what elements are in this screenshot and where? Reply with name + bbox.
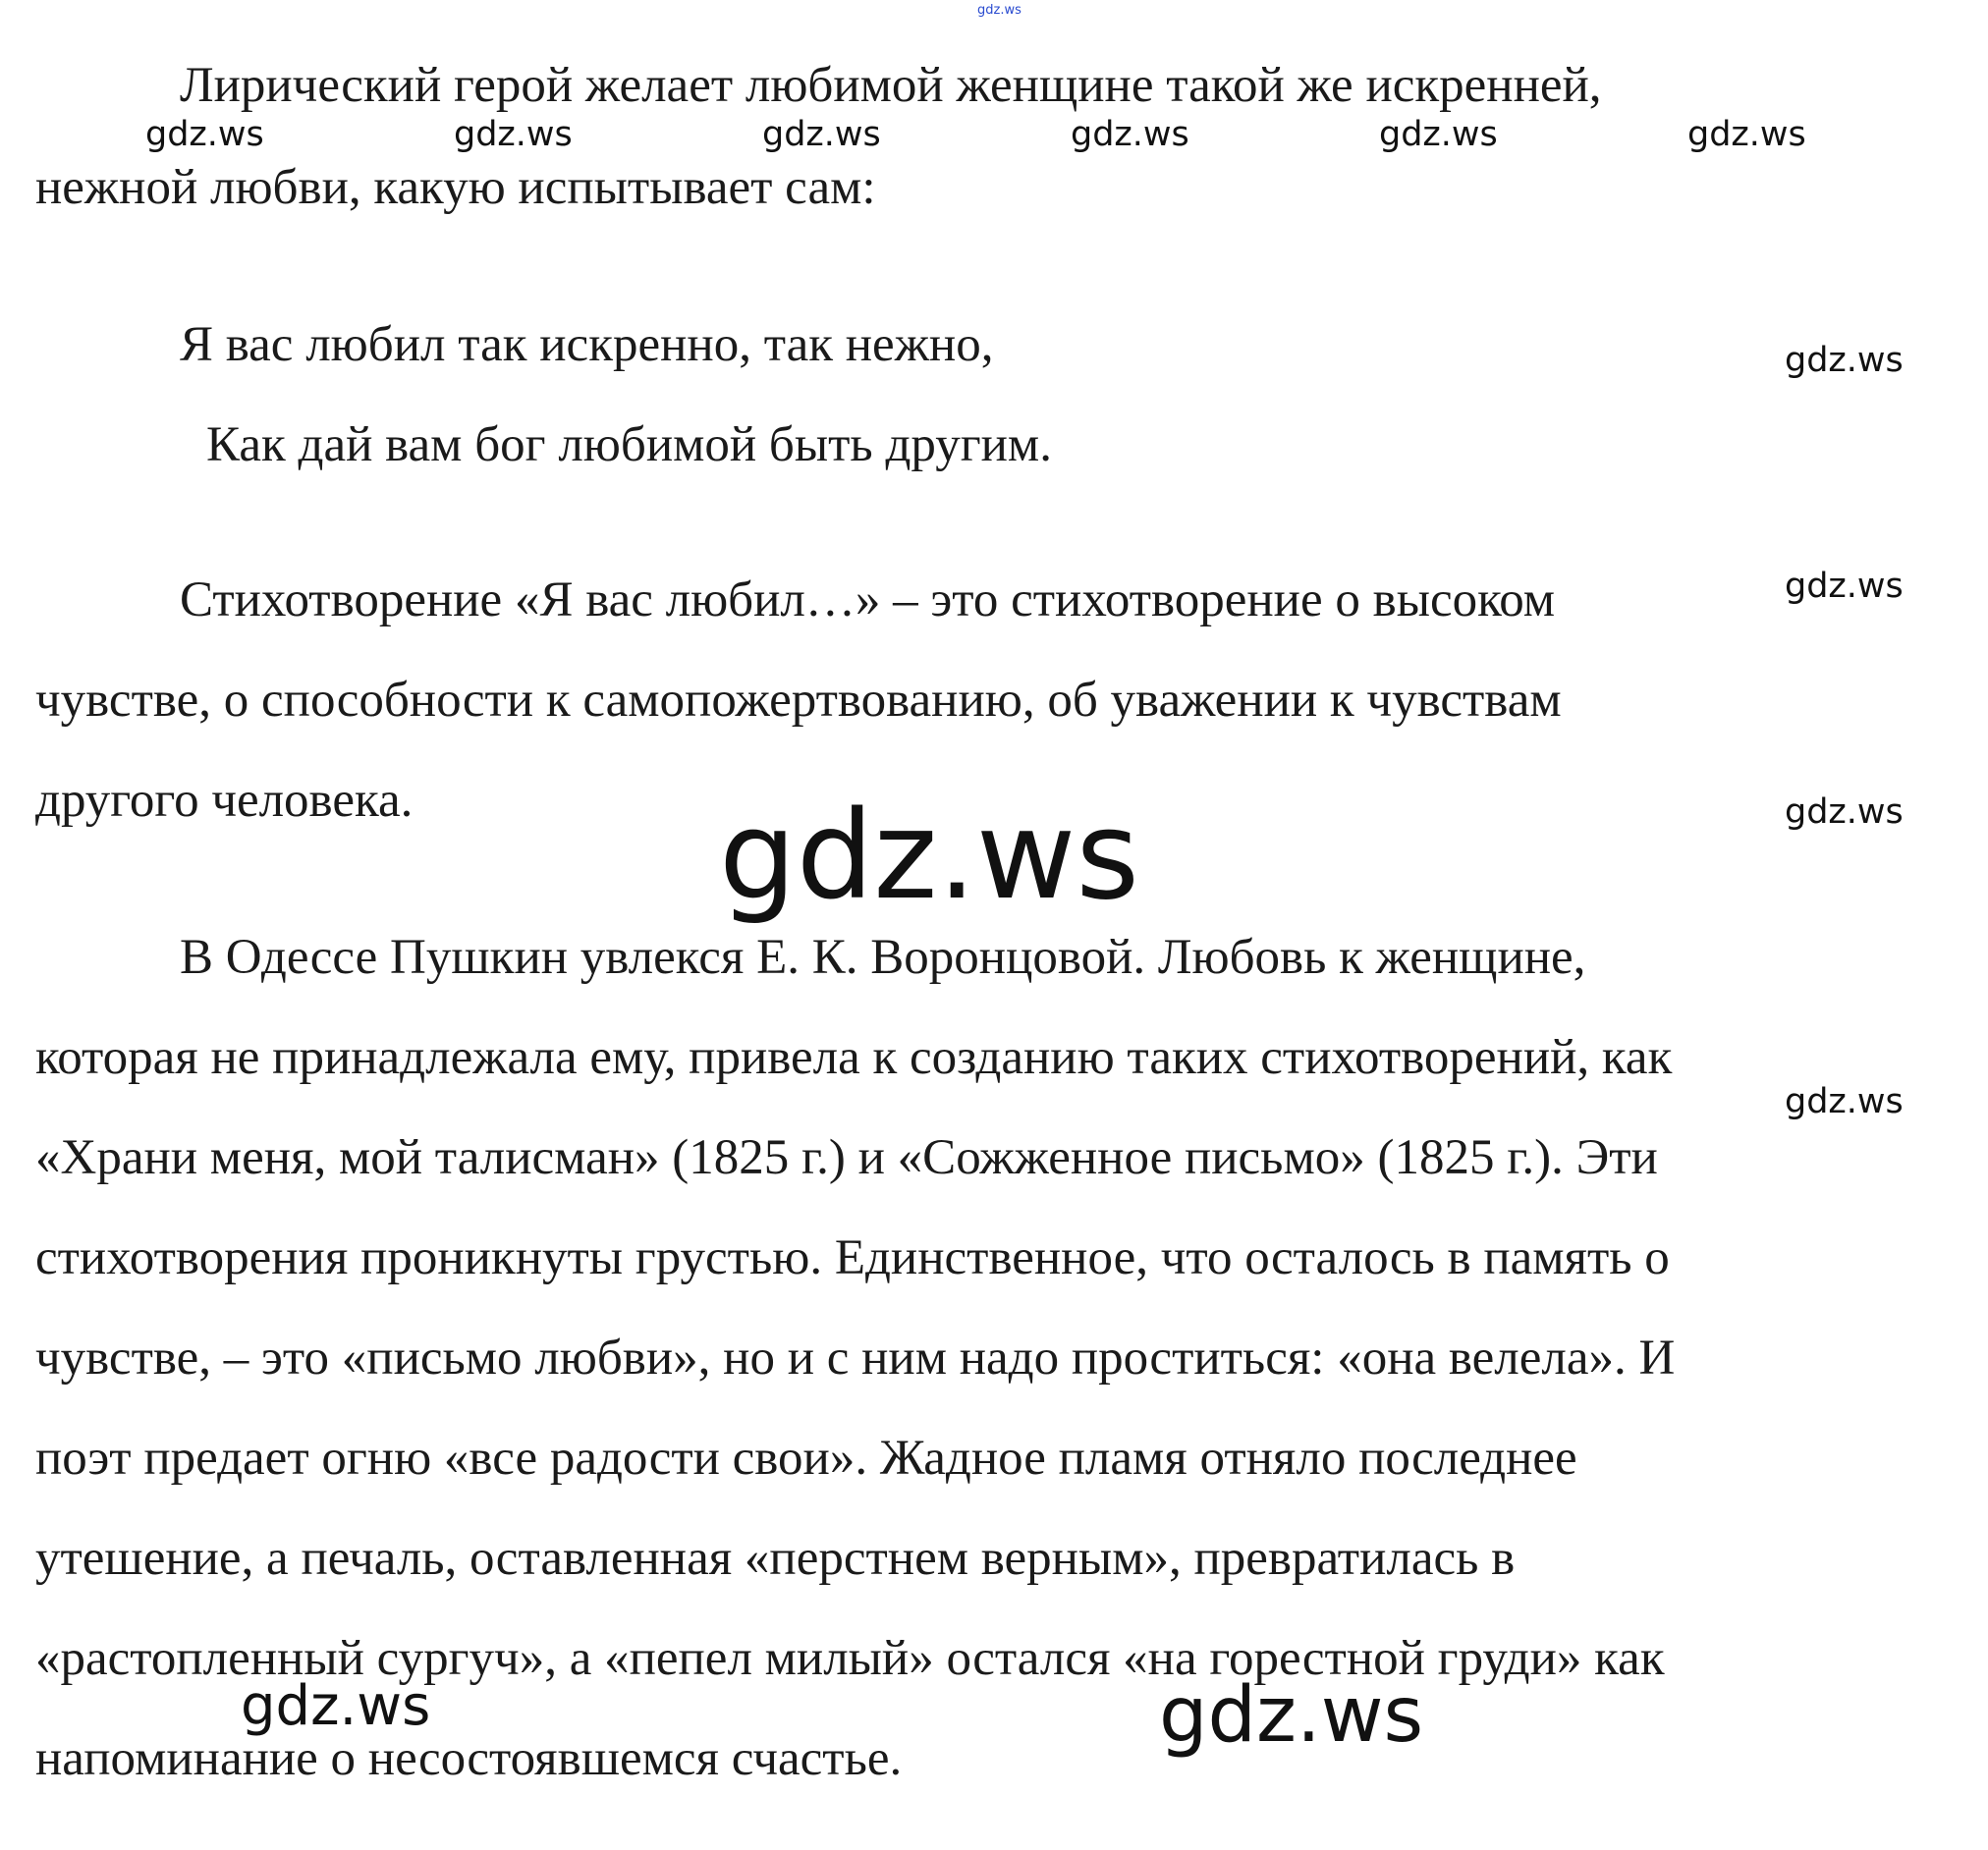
watermark-header: gdz.ws <box>977 3 1022 18</box>
watermark-right-2: gdz.ws <box>1785 567 1904 606</box>
para2-line-1: Стихотворение «Я вас любил…» – это стихотворение о высоком <box>180 572 1556 627</box>
watermark-bottom-left: gdz.ws <box>241 1674 431 1738</box>
watermark-right-1: gdz.ws <box>1785 341 1904 380</box>
quote-line-1: Я вас любил так искренно, так нежно, <box>180 317 994 372</box>
watermark-right-3: gdz.ws <box>1785 792 1904 832</box>
watermark-row-3: gdz.ws <box>762 115 881 154</box>
para1-line-1: Лирический герой желает любимой женщине такой же искренней, <box>180 58 1602 113</box>
para2-line-3: другого человека. <box>35 773 414 828</box>
para3-line-3: «Храни меня, мой талисман» (1825 г.) и «Сожженное письмо» (1825 г.). Эти <box>35 1130 1658 1185</box>
watermark-right-4: gdz.ws <box>1785 1082 1904 1121</box>
watermark-row-1: gdz.ws <box>145 115 264 154</box>
para3-line-6: поэт предает огню «все радости свои». Жадное пламя отняло последнее <box>35 1431 1577 1486</box>
watermark-bottom-right: gdz.ws <box>1159 1671 1424 1760</box>
quote-line-2: Как дай вам бог любимой быть другим. <box>206 417 1052 472</box>
watermark-row-4: gdz.ws <box>1071 115 1189 154</box>
para3-line-1: В Одессе Пушкин увлекся Е. К. Воронцовой. Любовь к женщине, <box>180 930 1586 985</box>
watermark-row-5: gdz.ws <box>1379 115 1498 154</box>
watermark-center-big: gdz.ws <box>719 786 1139 927</box>
para3-line-2: которая не принадлежала ему, привела к созданию таких стихотворений, как <box>35 1030 1673 1085</box>
watermark-row-2: gdz.ws <box>454 115 573 154</box>
para3-line-4: стихотворения проникнуты грустью. Единственное, что осталось в память о <box>35 1230 1670 1285</box>
para3-line-7: утешение, а печаль, оставленная «перстнем верным», превратилась в <box>35 1531 1516 1586</box>
para2-line-2: чувстве, о способности к самопожертвованию, об уважении к чувствам <box>35 673 1562 728</box>
watermark-row-6: gdz.ws <box>1687 115 1806 154</box>
para1-line-2: нежной любви, какую испытывает сам: <box>35 160 876 215</box>
para3-line-9: напоминание о несостоявшемся счастье. <box>35 1731 903 1786</box>
para3-line-8: «растопленный сургуч», а «пепел милый» остался «на горестной груди» как <box>35 1631 1665 1686</box>
para3-line-5: чувстве, – это «письмо любви», но и с ним надо проститься: «она велела». И <box>35 1331 1676 1386</box>
